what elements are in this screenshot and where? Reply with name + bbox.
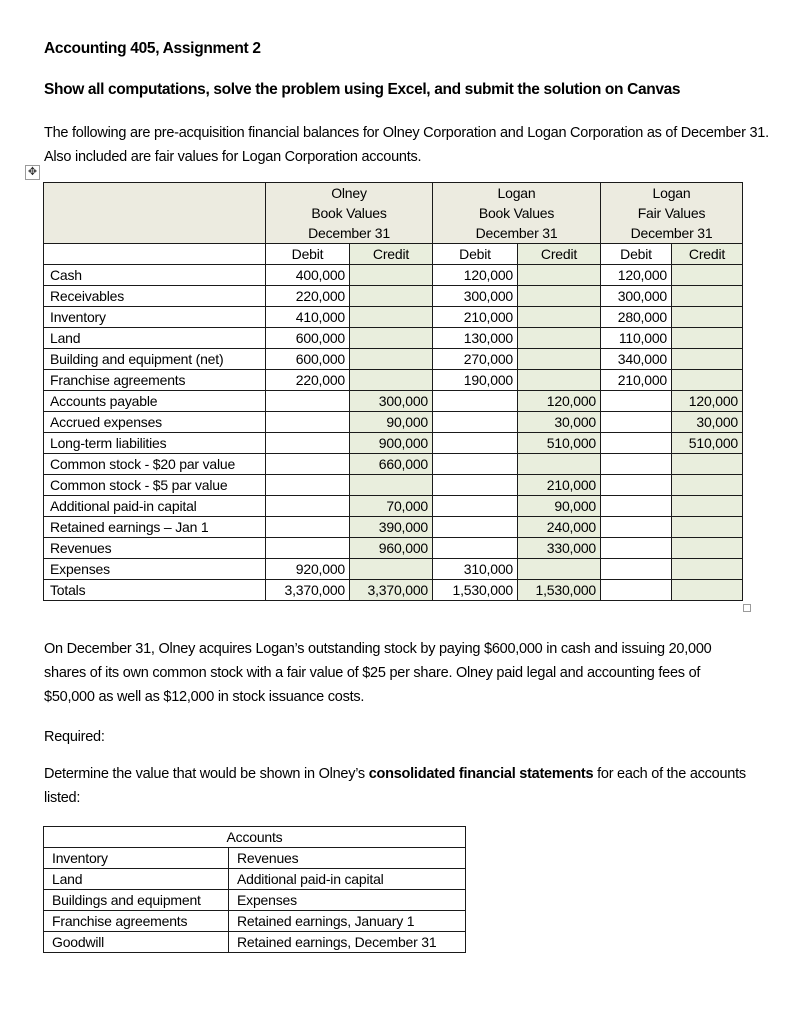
olney-credit-cell — [350, 265, 433, 286]
logan-credit-cell: 1,530,000 — [518, 580, 601, 601]
account-cell: Accrued expenses — [44, 412, 266, 433]
olney-debit-cell — [266, 412, 350, 433]
account-cell: Franchise agreements — [44, 370, 266, 391]
logan-debit-cell: 1,530,000 — [433, 580, 518, 601]
required-text-bold: consolidated financial statements — [368, 766, 594, 782]
logan-credit-cell: 30,000 — [518, 412, 601, 433]
account-cell: Land — [44, 328, 266, 349]
olney-debit-cell — [266, 496, 350, 517]
fv-debit-cell — [601, 391, 672, 412]
accounts-row — [44, 890, 466, 911]
logan-debit-cell: 130,000 — [433, 328, 518, 349]
account-cell: Expenses — [44, 559, 266, 580]
fv-debit-cell — [601, 433, 672, 454]
table-row — [44, 265, 743, 286]
olney-debit-cell: 3,370,000 — [266, 580, 350, 601]
instructions-heading: Show all computations, solve the problem using Excel, and submit the solution on Canvas — [44, 81, 681, 98]
account-cell: Building and equipment (net) — [44, 349, 266, 370]
fv-credit-cell — [672, 580, 743, 601]
fv-credit-cell — [672, 370, 743, 391]
olney-debit-cell — [266, 433, 350, 454]
fv-debit-cell — [601, 559, 672, 580]
account-name-cell: Expenses — [229, 890, 466, 911]
fv-credit-cell: 510,000 — [672, 433, 743, 454]
table-row — [44, 433, 743, 454]
header-line: Fair Values — [637, 205, 706, 221]
fv-credit-cell — [672, 454, 743, 475]
intro-paragraph: The following are pre-acquisition financial balances for Olney Corporation and Logan Corporation as of December 31. Also included are fair values for Logan Corporation accounts. — [44, 125, 769, 165]
olney-credit-cell — [350, 370, 433, 391]
table-row — [44, 328, 743, 349]
logan-debit-cell: 270,000 — [433, 349, 518, 370]
fv-debit-cell: 210,000 — [601, 370, 672, 391]
olney-debit-cell — [266, 538, 350, 559]
fv-debit-cell: 300,000 — [601, 286, 672, 307]
account-name-cell: Land — [44, 869, 229, 890]
account-cell: Common stock - $20 par value — [44, 454, 266, 475]
olney-credit-cell: 3,370,000 — [350, 580, 433, 601]
account-cell: Inventory — [44, 307, 266, 328]
logan-credit-cell — [518, 454, 601, 475]
olney-debit-cell: 600,000 — [266, 328, 350, 349]
olney-debit-cell — [266, 517, 350, 538]
account-name-cell: Revenues — [229, 848, 466, 869]
accounts-row — [44, 932, 466, 953]
logan-debit-cell — [433, 496, 518, 517]
accounts-header: Accounts — [44, 827, 466, 848]
fv-debit-cell: 120,000 — [601, 265, 672, 286]
logan-debit-cell — [433, 412, 518, 433]
account-cell: Accounts payable — [44, 391, 266, 412]
accounts-row — [44, 848, 466, 869]
account-name-cell: Inventory — [44, 848, 229, 869]
table-row — [44, 307, 743, 328]
olney-credit-label: Credit — [350, 244, 433, 265]
header-line: Book Values — [478, 205, 555, 221]
required-label: Required: — [44, 729, 105, 745]
accounts-row — [44, 869, 466, 890]
accounts-row — [44, 911, 466, 932]
fv-debit-cell — [601, 496, 672, 517]
fv-credit-cell — [672, 286, 743, 307]
logan-credit-cell — [518, 307, 601, 328]
table-row — [44, 517, 743, 538]
olney-debit-cell: 220,000 — [266, 370, 350, 391]
logan-book-header — [433, 183, 601, 244]
olney-credit-cell — [350, 328, 433, 349]
olney-credit-cell: 90,000 — [350, 412, 433, 433]
olney-debit-cell — [266, 391, 350, 412]
blank-header-cell — [44, 183, 266, 244]
logan-credit-cell — [518, 349, 601, 370]
olney-debit-cell — [266, 475, 350, 496]
fv-credit-cell — [672, 538, 743, 559]
olney-debit-cell: 400,000 — [266, 265, 350, 286]
olney-credit-cell: 660,000 — [350, 454, 433, 475]
accounts-header-row — [44, 827, 466, 848]
olney-credit-cell: 960,000 — [350, 538, 433, 559]
olney-credit-cell: 390,000 — [350, 517, 433, 538]
table-row — [44, 454, 743, 475]
account-name-cell: Retained earnings, January 1 — [229, 911, 466, 932]
fv-credit-cell — [672, 496, 743, 517]
logan-credit-label: Credit — [518, 244, 601, 265]
fv-debit-cell — [601, 475, 672, 496]
account-cell: Retained earnings – Jan 1 — [44, 517, 266, 538]
required-text-before: Determine the value that would be shown in Olney’s — [44, 766, 369, 782]
olney-debit-cell: 920,000 — [266, 559, 350, 580]
logan-credit-cell: 330,000 — [518, 538, 601, 559]
olney-debit-label: Debit — [266, 244, 350, 265]
fv-credit-cell — [672, 328, 743, 349]
table-row — [44, 580, 743, 601]
logan-debit-cell — [433, 433, 518, 454]
header-line: Book Values — [311, 205, 387, 221]
logan-credit-cell: 90,000 — [518, 496, 601, 517]
fv-credit-cell — [672, 307, 743, 328]
fv-debit-cell: 280,000 — [601, 307, 672, 328]
account-name-cell: Goodwill — [44, 932, 229, 953]
header-line: December 31 — [475, 225, 558, 241]
logan-debit-cell: 210,000 — [433, 307, 518, 328]
account-name-cell: Retained earnings, December 31 — [229, 932, 466, 953]
table-row — [44, 538, 743, 559]
fv-debit-label: Debit — [601, 244, 672, 265]
fv-debit-cell — [601, 412, 672, 433]
olney-book-header — [266, 183, 433, 244]
olney-debit-cell: 410,000 — [266, 307, 350, 328]
fv-credit-cell — [672, 517, 743, 538]
fv-debit-cell — [601, 454, 672, 475]
logan-credit-cell: 210,000 — [518, 475, 601, 496]
fv-credit-cell — [672, 349, 743, 370]
logan-debit-cell: 190,000 — [433, 370, 518, 391]
logan-credit-cell: 120,000 — [518, 391, 601, 412]
fv-debit-cell — [601, 538, 672, 559]
account-cell: Cash — [44, 265, 266, 286]
acquisition-paragraph: On December 31, Olney acquires Logan’s outstanding stock by paying $600,000 in cash and issuing 20,000 shares of its own common stock with a fair value of $25 per share. Olney paid legal and accounting fees of $50,000 as well as $12,000 in stock issuance costs. — [44, 641, 712, 705]
logan-credit-cell — [518, 265, 601, 286]
logan-debit-cell — [433, 517, 518, 538]
balances-table — [43, 182, 743, 601]
header-line: December 31 — [308, 225, 390, 241]
table-row — [44, 496, 743, 517]
fv-debit-cell — [601, 517, 672, 538]
blank-cell — [44, 244, 266, 265]
account-cell: Revenues — [44, 538, 266, 559]
olney-credit-cell: 900,000 — [350, 433, 433, 454]
account-name-cell: Additional paid-in capital — [229, 869, 466, 890]
logan-debit-label: Debit — [433, 244, 518, 265]
group-header-row — [44, 183, 743, 244]
required-paragraph — [44, 762, 764, 810]
olney-credit-cell — [350, 286, 433, 307]
account-cell: Totals — [44, 580, 266, 601]
table-row — [44, 559, 743, 580]
logan-debit-cell — [433, 538, 518, 559]
fv-credit-label: Credit — [672, 244, 743, 265]
logan-credit-cell — [518, 559, 601, 580]
fv-credit-cell — [672, 475, 743, 496]
table-move-handle-icon[interactable]: ✥ — [25, 165, 40, 180]
logan-debit-cell: 120,000 — [433, 265, 518, 286]
fv-debit-cell — [601, 580, 672, 601]
logan-debit-cell — [433, 454, 518, 475]
logan-fair-header — [601, 183, 743, 244]
table-row — [44, 349, 743, 370]
logan-debit-cell — [433, 391, 518, 412]
logan-credit-cell: 510,000 — [518, 433, 601, 454]
olney-credit-cell: 300,000 — [350, 391, 433, 412]
logan-credit-cell — [518, 370, 601, 391]
fv-credit-cell: 120,000 — [672, 391, 743, 412]
document-title: Accounting 405, Assignment 2 — [44, 40, 261, 57]
debit-credit-row — [44, 244, 743, 265]
logan-debit-cell: 300,000 — [433, 286, 518, 307]
account-name-cell: Franchise agreements — [44, 911, 229, 932]
fv-credit-cell: 30,000 — [672, 412, 743, 433]
olney-debit-cell — [266, 454, 350, 475]
table-row — [44, 475, 743, 496]
olney-debit-cell: 600,000 — [266, 349, 350, 370]
olney-credit-cell: 70,000 — [350, 496, 433, 517]
logan-credit-cell — [518, 328, 601, 349]
logan-debit-cell — [433, 475, 518, 496]
header-line: December 31 — [630, 225, 713, 241]
required-text-after: for each of the accounts listed: — [44, 766, 746, 806]
olney-debit-cell: 220,000 — [266, 286, 350, 307]
account-cell: Additional paid-in capital — [44, 496, 266, 517]
logan-credit-cell — [518, 286, 601, 307]
header-line: Logan — [497, 185, 536, 201]
fv-credit-cell — [672, 559, 743, 580]
header-line: Logan — [652, 185, 691, 201]
account-cell: Receivables — [44, 286, 266, 307]
olney-credit-cell — [350, 475, 433, 496]
fv-credit-cell — [672, 265, 743, 286]
account-cell: Long-term liabilities — [44, 433, 266, 454]
olney-credit-cell — [350, 349, 433, 370]
table-row — [44, 412, 743, 433]
logan-credit-cell: 240,000 — [518, 517, 601, 538]
fv-debit-cell: 340,000 — [601, 349, 672, 370]
olney-credit-cell — [350, 307, 433, 328]
olney-credit-cell — [350, 559, 433, 580]
logan-debit-cell: 310,000 — [433, 559, 518, 580]
table-row — [44, 391, 743, 412]
table-resize-handle[interactable] — [743, 604, 751, 612]
accounts-table — [43, 826, 466, 953]
account-cell: Common stock - $5 par value — [44, 475, 266, 496]
table-row — [44, 370, 743, 391]
header-line: Olney — [331, 185, 367, 201]
table-row — [44, 286, 743, 307]
account-name-cell: Buildings and equipment — [44, 890, 229, 911]
fv-debit-cell: 110,000 — [601, 328, 672, 349]
